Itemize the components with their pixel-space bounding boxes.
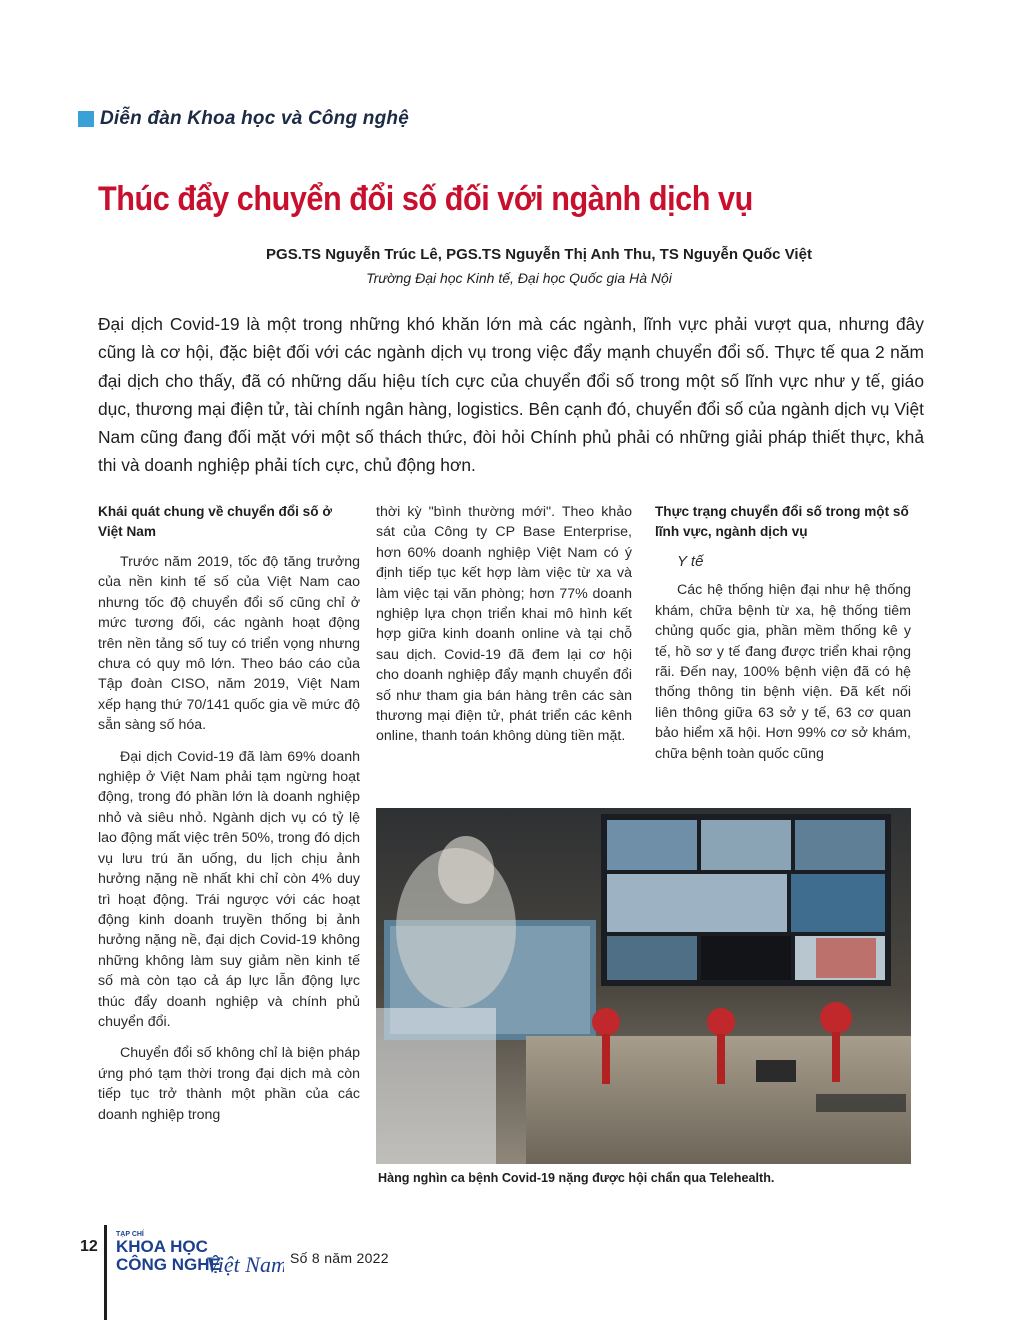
section-marker xyxy=(78,111,94,127)
paragraph: Chuyển đổi số không chỉ là biện pháp ứng phó tạm thời trong đại dịch mà còn tiếp tục trở thành một phần của các doanh nghiệp trong xyxy=(98,1045,360,1123)
page-number: 12 xyxy=(80,1238,98,1255)
section-heading: Thực trạng chuyển đổi số trong một số lĩnh vực, ngành dịch vụ xyxy=(655,504,909,539)
paragraph: Đại dịch Covid-19 đã làm 69% doanh nghiệp ở Việt Nam phải tạm ngừng hoạt động, trong đó phần lớn là doanh nghiệp nhỏ và siêu nhỏ. Ngành dịch vụ có tỷ lệ lao động mất việc trên 50%, trong đó dịch vụ lưu trú ăn uống, du lịch chịu ảnh hưởng nặng nề nhất khi chỉ còn 4% duy trì hoạt động. Trái ngược với các hoạt động kinh doanh truyền thống bị ảnh hưởng nặng nề, đại dịch Covid-19 không những không làm suy giảm nền kinh tế số mà còn tạo cả áp lực lẫn động lực thúc đẩy doanh nghiệp và chính phủ chuyển đổi. xyxy=(98,748,360,1030)
logo-line1: KHOA HỌC xyxy=(116,1237,208,1256)
paragraph: thời kỳ "bình thường mới". Theo khảo sát của Công ty CP Base Enterprise, hơn 60% doanh nghiệp Việt Nam có ý định tiếp tục kết hợp làm việc từ xa và làm việc tại văn phòng; hơn 77% doanh nghiệp lựa chọn triển khai mô hình kết hợp giữa kinh doanh online và tại chỗ sau dịch. Covid-19 đã đem lại cơ hội cho doanh nghiệp đẩy mạnh chuyển đổi số như tham gia bán hàng trên các sàn thương mại điện tử, phát triển các kênh online, thanh toán không dùng tiền mặt. xyxy=(376,504,632,745)
column-3 xyxy=(655,502,911,775)
section-tag xyxy=(78,106,409,132)
paragraph: Trước năm 2019, tốc độ tăng trưởng của nền kinh tế số của Việt Nam cao nhưng tốc độ chuyển đổi số cũng chỉ ở mức tương đối, các ngành hoạt động trên nền tảng số tuy có triển vọng nhưng chưa có quy mô lớn. Theo báo cáo của Tập đoàn CISO, năm 2019, Việt Nam xếp hạng thứ 70/141 quốc gia về mức độ sẵn sàng số hóa. xyxy=(98,554,360,734)
section-name: Diễn đàn Khoa học và Công nghệ xyxy=(100,108,409,129)
article-title: Thúc đẩy chuyển đổi số đối với ngành dịch vụ xyxy=(98,180,753,218)
telehealth-photo xyxy=(376,808,911,1164)
footer-rule xyxy=(104,1225,107,1320)
figure-caption: Hàng nghìn ca bệnh Covid-19 nặng được hội chẩn qua Telehealth. xyxy=(378,1171,775,1185)
column-1 xyxy=(98,502,360,1136)
subsection-heading: Y tế xyxy=(677,553,704,570)
magazine-logo xyxy=(114,1228,284,1288)
magazine-logo-mark xyxy=(114,1228,284,1288)
logo-small-text: TẠP CHÍ xyxy=(116,1231,144,1238)
article-authors: PGS.TS Nguyễn Trúc Lê, PGS.TS Nguyễn Thị Anh Thu, TS Nguyễn Quốc Việt xyxy=(266,246,812,263)
paragraph: Các hệ thống hiện đại như hệ thống khám, chữa bệnh từ xa, hệ thống tiêm chủng quốc gia, phần mềm thống kê y tế, hồ sơ y tế đang được triển khai rộng rãi. Đến nay, 100% bệnh viện đã có hệ thống thông tin bệnh viện. Đã kết nối liên thông giữa 63 sở y tế, 63 cơ quan bảo hiểm xã hội. Hơn 99% cơ sở khám, chữa bệnh toàn quốc cũng xyxy=(655,582,911,762)
logo-line2: CÔNG NGHỆ xyxy=(116,1255,221,1274)
article-affiliation: Trường Đại học Kinh tế, Đại học Quốc gia Hà Nội xyxy=(366,270,672,286)
section-heading: Khái quát chung về chuyển đổi số ở Việt Nam xyxy=(98,504,332,539)
issue-label: Số 8 năm 2022 xyxy=(290,1250,389,1266)
column-2 xyxy=(376,502,632,758)
photo-illustration xyxy=(376,808,911,1164)
logo-script: Việt Nam xyxy=(206,1252,284,1277)
article-abstract: Đại dịch Covid-19 là một trong những khó khăn lớn mà các ngành, lĩnh vực phải vượt qua, nhưng đây cũng là cơ hội, đặc biệt đối với các ngành dịch vụ trong việc đẩy mạnh chuyển đổi số. Thực tế qua 2 năm đại dịch cho thấy, đã có những dấu hiệu tích cực của chuyển đổi số trong một số lĩnh vực như y tế, giáo dục, thương mại điện tử, tài chính ngân hàng, logistics. Bên cạnh đó, chuyển đổi số của ngành dịch vụ Việt Nam cũng đang đối mặt với một số thách thức, đòi hỏi Chính phủ phải có những giải pháp thiết thực, khả thi và doanh nghiệp phải tích cực, chủ động hơn. xyxy=(98,314,924,476)
